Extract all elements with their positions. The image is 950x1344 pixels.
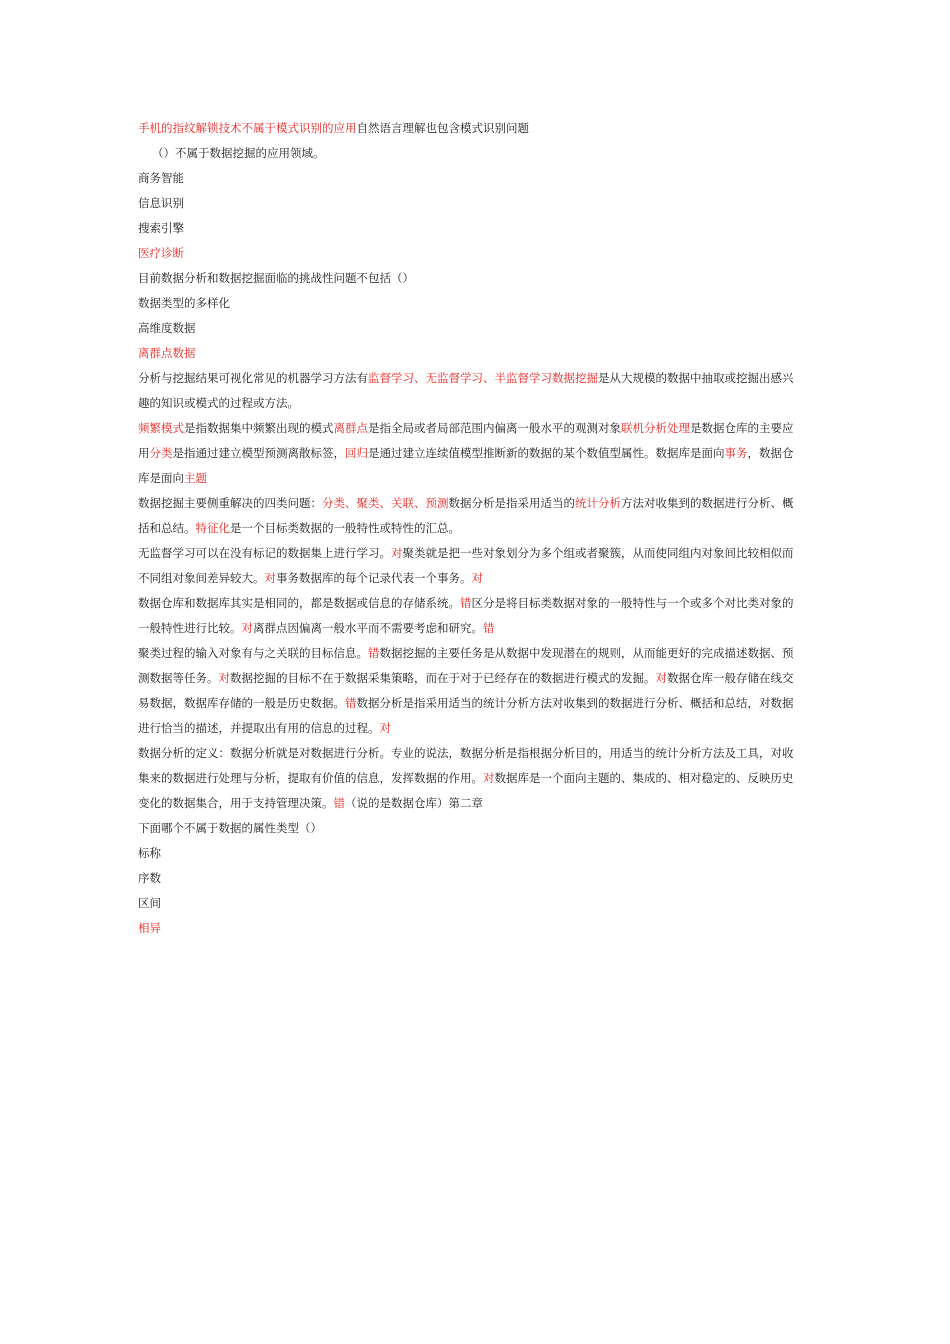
paragraph-q1d — [138, 241, 798, 266]
text-segment: 数据挖掘主要侧重解决的四类问题： — [138, 496, 322, 510]
answer-highlight: 频繁模式 — [138, 421, 184, 435]
answer-highlight: 特征化 — [195, 521, 230, 535]
text-segment: 数据挖掘的主要任务是从数据中发现潜在的规则，从而能更好的完成描述数据、预测数据等任务。 — [138, 646, 794, 685]
text-segment: 下面哪个不属于数据的属性类型（） — [138, 821, 322, 835]
text-segment: 数据库是一个面向主题的、集成的、相对稳定的、反映历史变化的数据集合，用于支持管理决策。 — [138, 771, 794, 810]
answer-highlight: 对 — [655, 671, 667, 685]
answer-highlight: 事务 — [724, 446, 748, 460]
paragraph-p2 — [138, 416, 798, 491]
paragraph-q2 — [138, 266, 798, 291]
text-segment: 数据仓库和数据库其实是相同的，都是数据或信息的存储系统。 — [138, 596, 460, 610]
answer-highlight: 对 — [218, 671, 230, 685]
paragraph-q3c — [138, 891, 798, 916]
text-segment: 事务数据库的每个记录代表一个事务。 — [276, 571, 472, 585]
answer-highlight: 主题 — [184, 471, 207, 485]
paragraph-q3a — [138, 841, 798, 866]
text-segment: 无监督学习可以在没有标记的数据集上进行学习。 — [138, 546, 391, 560]
answer-highlight: 对 — [264, 571, 276, 585]
answer-highlight: 错 — [460, 596, 472, 610]
text-segment: 是指全局或者局部范围内偏离一般水平的观测对象 — [368, 421, 621, 435]
text-segment: （说的是数据仓库）第二章 — [345, 796, 483, 810]
text-segment: 商务智能 — [138, 171, 184, 185]
answer-highlight: 离群点数据 — [138, 346, 196, 360]
answer-highlight: 分类 — [149, 446, 173, 460]
answer-highlight: 错 — [368, 646, 380, 660]
text-segment: 高维度数据 — [138, 321, 196, 335]
text-segment: 方法对收集到的数据进行分析、概括和总结。 — [138, 496, 794, 535]
paragraph-q1c — [138, 216, 798, 241]
text-segment: 是一个目标类数据的一般特性或特性的汇总。 — [230, 521, 460, 535]
paragraph-p3 — [138, 491, 798, 541]
paragraph-q3d — [138, 916, 798, 941]
answer-highlight: 统计分析 — [575, 496, 621, 510]
text-segment: 数据挖掘的目标不在于数据采集策略，而在于对于已经存在的数据进行模式的发掘。 — [230, 671, 656, 685]
answer-highlight: 离群点 — [333, 421, 368, 435]
paragraph-q1 — [138, 141, 798, 166]
paragraph-p7 — [138, 741, 798, 816]
paragraph-q3b — [138, 866, 798, 891]
answer-highlight: 对 — [241, 621, 253, 635]
text-segment: 标称 — [138, 846, 161, 860]
text-segment: 聚类过程的输入对象有与之关联的目标信息。 — [138, 646, 368, 660]
text-segment: 数据类型的多样化 — [138, 296, 230, 310]
paragraph-q2a — [138, 291, 798, 316]
text-segment: 目前数据分析和数据挖掘面临的挑战性问题不包括（） — [138, 271, 414, 285]
text-segment: 聚类就是把一些对象划分为多个组或者聚簇，从而使同组内对象间比较相似而不同组对象间差异较大。 — [138, 546, 794, 585]
paragraph-p5 — [138, 591, 798, 641]
text-segment: 离群点因偏离一般水平而不需要考虑和研究。 — [253, 621, 483, 635]
answer-highlight: 手机的指纹解锁技术不属于模式识别的应用 — [138, 121, 357, 135]
text-segment: （）不属于数据挖掘的应用领域。 — [152, 146, 325, 160]
text-segment: 自然语言理解也包含模式识别问题 — [356, 121, 529, 135]
text-segment: 是指数据集中频繁出现的模式 — [184, 421, 334, 435]
text-segment: 数据仓库一般存储在线交易数据，数据库存储的一般是历史数据。 — [138, 671, 794, 710]
text-segment: 搜索引擎 — [138, 221, 184, 235]
answer-highlight: 对 — [379, 721, 391, 735]
paragraph-q1a — [138, 166, 798, 191]
paragraph-p6 — [138, 641, 798, 741]
paragraph-l1 — [138, 116, 798, 141]
answer-highlight: 对 — [391, 546, 403, 560]
paragraph-q2c — [138, 341, 798, 366]
text-segment: 数据分析的定义：数据分析就是对数据进行分析。专业的说法，数据分析是指根据分析目的，用适当的统计分析方法及工具，对收集来的数据进行处理与分析，提取有价值的信息，发挥数据的作用。 — [138, 746, 794, 785]
paragraph-q3 — [138, 816, 798, 841]
answer-highlight: 错 — [483, 621, 495, 635]
text-segment: 信息识别 — [138, 196, 184, 210]
text-segment: 区分是将目标类数据对象的一般特性与一个或多个对比类对象的一般特性进行比较。 — [138, 596, 794, 635]
paragraph-q2b — [138, 316, 798, 341]
text-segment: 数据分析是指采用适当的统计分析方法对收集到的数据进行分析、概括和总结，对数据进行恰当的描述，并提取出有用的信息的过程。 — [138, 696, 794, 735]
text-segment: 是数据仓库的主要应用 — [138, 421, 794, 460]
text-segment: 数据分析是指采用适当的 — [448, 496, 575, 510]
answer-highlight: 错 — [345, 696, 357, 710]
paragraph-q1b — [138, 191, 798, 216]
text-segment: 是指通过建立模型预测离散标签， — [172, 446, 345, 460]
answer-highlight: 医疗诊断 — [138, 246, 184, 260]
text-segment: 序数 — [138, 871, 161, 885]
answer-highlight: 对 — [471, 571, 483, 585]
text-segment: 是从大规模的数据中抽取或挖掘出感兴趣的知识或模式的过程或方法。 — [138, 371, 794, 410]
document-page — [138, 116, 798, 941]
text-segment: 是通过建立连续值模型推断新的数据的某个数值型属性。数据库是面向 — [368, 446, 725, 460]
answer-highlight: 联机分析处理 — [621, 421, 690, 435]
answer-highlight: 对 — [483, 771, 495, 785]
text-segment: 区间 — [138, 896, 161, 910]
answer-highlight: 回归 — [345, 446, 368, 460]
paragraph-p1 — [138, 366, 798, 416]
answer-highlight: 错 — [333, 796, 345, 810]
answer-highlight: 监督学习、无监督学习、半监督学习数据挖掘 — [368, 371, 598, 385]
answer-highlight: 分类、聚类、关联、预测 — [322, 496, 449, 510]
text-segment: ，数据仓库是面向 — [138, 446, 794, 485]
answer-highlight: 相异 — [138, 921, 161, 935]
text-segment: 分析与挖掘结果可视化常见的机器学习方法有 — [138, 371, 368, 385]
paragraph-p4 — [138, 541, 798, 591]
